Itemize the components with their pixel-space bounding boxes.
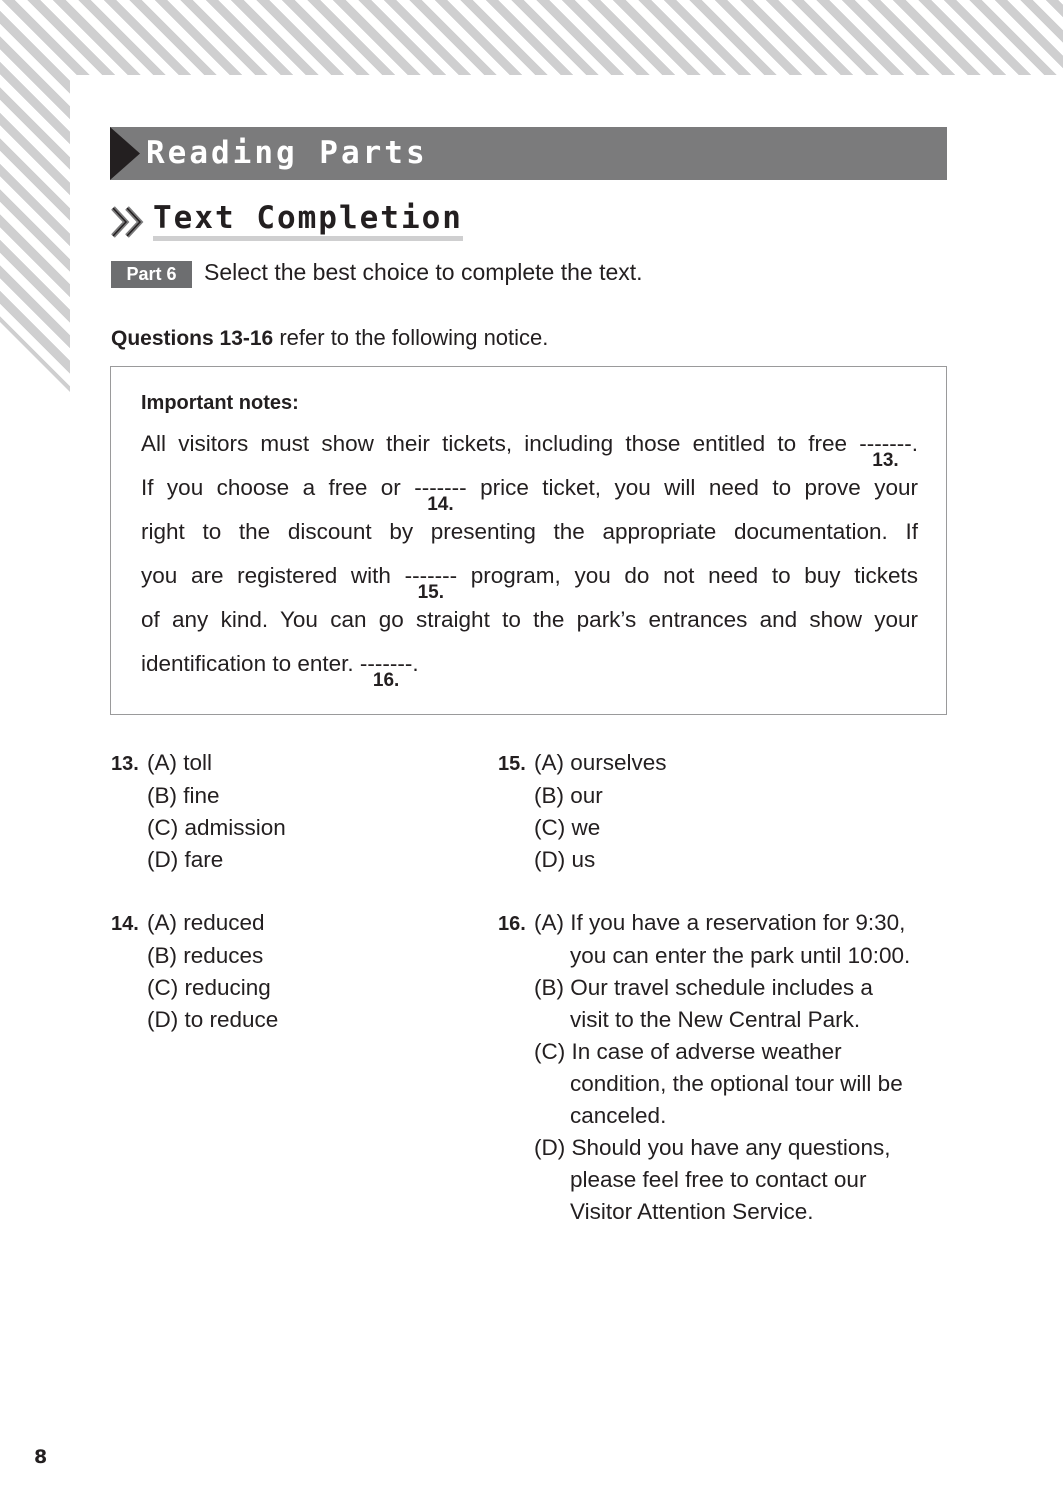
option-d-continued: Visitor Attention Service.: [570, 1199, 814, 1224]
notice-text: .: [911, 431, 918, 456]
notice-box: [110, 366, 947, 715]
option-a[interactable]: [111, 747, 286, 780]
question-14: [111, 907, 278, 1036]
blank-16: [359, 651, 413, 691]
option-a-continued: you can enter the park until 10:00.: [570, 943, 911, 968]
banner-title: Reading Parts: [146, 135, 428, 171]
blank-number: 15.: [417, 582, 445, 603]
notice-line: [141, 475, 919, 515]
questions-range: Questions 13-16: [111, 327, 274, 350]
notice-text: If you choose a free or: [141, 475, 415, 500]
notice-line: [141, 563, 919, 603]
option-d-continued: please feel free to contact our: [570, 1167, 867, 1192]
option-a[interactable]: [498, 747, 667, 780]
option-c[interactable]: (C) reducing: [147, 975, 271, 1000]
blank-dashes: -------: [404, 563, 458, 588]
blank-dashes: -------: [859, 431, 912, 456]
option-b[interactable]: (B) our: [534, 783, 603, 808]
option-b[interactable]: (B) reduces: [147, 943, 264, 968]
blank-dashes: -------: [359, 651, 413, 676]
option-b[interactable]: (B) fine: [147, 783, 220, 808]
option-c[interactable]: (C) In case of adverse weather: [534, 1039, 842, 1064]
double-chevron-icon: [110, 205, 146, 239]
option-c[interactable]: (C) we: [534, 815, 601, 840]
question-number: 15.: [498, 753, 526, 775]
option-label: (A) ourselves: [534, 750, 667, 775]
notice-line: [141, 431, 918, 471]
question-number: 14.: [111, 913, 139, 935]
option-c[interactable]: (C) admission: [147, 815, 286, 840]
notice-text: All visitors must show their tickets, including those entitled to free: [141, 431, 860, 456]
banner-arrow-icon: [110, 127, 140, 180]
question-13: [111, 747, 286, 876]
notice-line: [141, 651, 918, 691]
blank-dashes: -------: [414, 475, 467, 500]
notice-line: of any kind. You can go straight to the park’s entrances and show your: [141, 607, 918, 632]
option-d[interactable]: (D) fare: [147, 847, 224, 872]
option-d[interactable]: (D) Should you have any questions,: [534, 1135, 891, 1160]
blank-15: [404, 563, 458, 603]
option-d[interactable]: (D) us: [534, 847, 596, 872]
part-instruction: Select the best choice to complete the text.: [204, 259, 643, 285]
option-a[interactable]: [498, 907, 910, 940]
option-c-continued: canceled.: [570, 1103, 667, 1128]
questions-intro: [111, 325, 548, 351]
option-label: (A) If you have a reservation for 9:30,: [534, 910, 906, 935]
section-title: Text Completion: [153, 200, 463, 241]
blank-number: 13.: [872, 450, 899, 471]
question-number: 13.: [111, 753, 139, 775]
page-number: 8: [34, 1446, 48, 1468]
option-label: (A) toll: [147, 750, 213, 775]
option-b[interactable]: (B) Our travel schedule includes a: [534, 975, 873, 1000]
option-b-continued: visit to the New Central Park.: [570, 1007, 861, 1032]
question-number: 16.: [498, 913, 526, 935]
blank-number: 14.: [427, 494, 454, 515]
notice-heading: Important notes:: [141, 392, 299, 414]
option-c-continued: condition, the optional tour will be: [570, 1071, 903, 1096]
notice-line: right to the discount by presenting the appropriate documentation. If: [141, 519, 918, 544]
blank-number: 16.: [372, 670, 400, 691]
notice-text: identification to enter.: [141, 651, 360, 676]
blank-14: [414, 475, 467, 515]
part-badge: Part 6: [111, 261, 192, 288]
notice-text: .: [412, 651, 419, 676]
option-d[interactable]: (D) to reduce: [147, 1007, 279, 1032]
question-16: [498, 907, 910, 1228]
question-15: [498, 747, 667, 876]
notice-text: program, you do not need to buy tickets: [457, 563, 919, 588]
notice-text: you are registered with: [141, 563, 405, 588]
blank-13: [859, 431, 912, 471]
intro-text: refer to the following notice.: [273, 325, 549, 350]
option-a[interactable]: [111, 907, 278, 940]
section-banner: [110, 127, 947, 180]
option-label: (A) reduced: [147, 910, 265, 935]
notice-text: price ticket, you will need to prove your: [466, 475, 919, 500]
